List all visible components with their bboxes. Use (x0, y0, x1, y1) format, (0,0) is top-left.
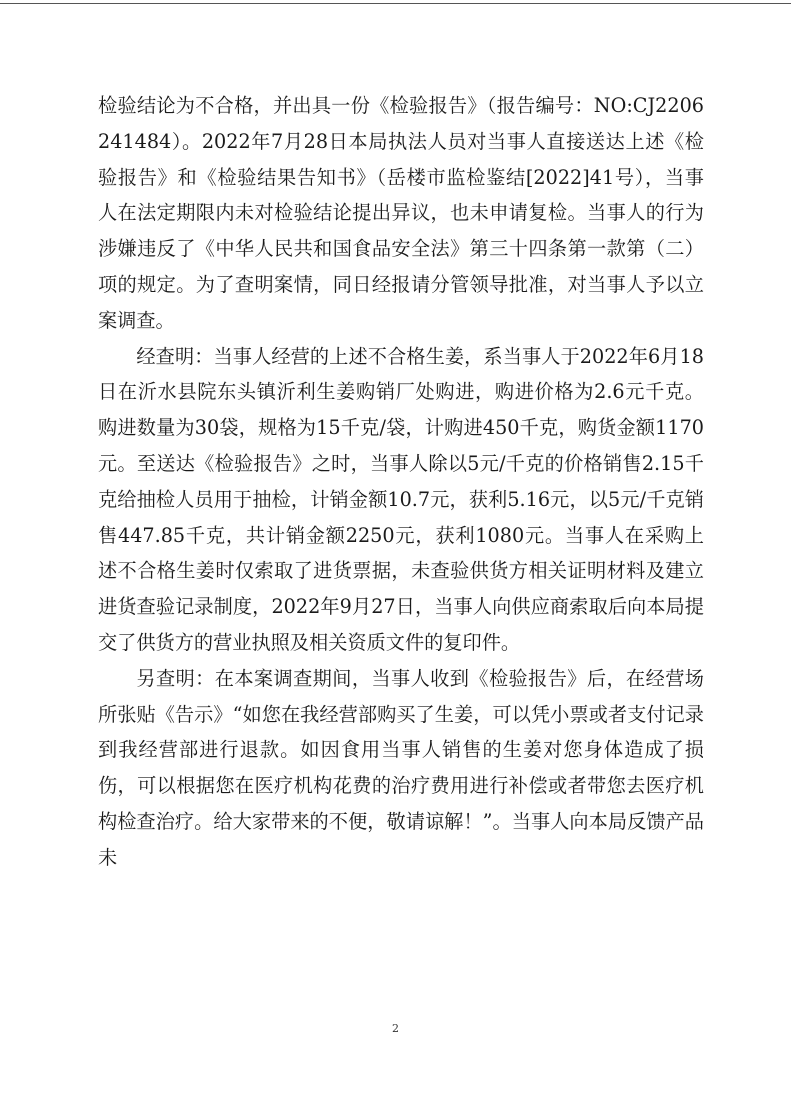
document-body (98, 88, 704, 876)
paragraph-investigation: 经查明：当事人经营的上述不合格生姜，系当事人于2022年6月18日在沂水县院东头镇沂利生姜购销厂处购进，购进价格为2.6元千克。购进数量为30袋，规格为15千克/袋，计购进450千克，购货金额1170元。至送达《检验报告》之时，当事人除以5元/千克的价格销售2.15千克给抽检人员用于抽检，计销金额10.7元，获利5.16元，以5元/千克销售447.85千克，共计销金额2250元，获利1080元。当事人在采购上述不合格生姜时仅索取了进货票据，未查验供货方相关证明材料及建立进货查验记录制度，2022年9月27日，当事人向供应商索取后向本局提交了供货方的营业执照及相关资质文件的复印件。 (98, 344, 704, 654)
top-border-line (0, 3, 791, 4)
paragraph-continuation: 检验结论为不合格，并出具一份《检验报告》（报告编号：NO:CJ2206241484）。2022年7月28日本局执法人员对当事人直接送达上述《检验报告》和《检验结果告知书》（岳楼市监检鉴结[2022]41号），当事人在法定期限内未对检验结论提出异议，也未申请复检。当事人的行为涉嫌违反了《中华人民共和国食品安全法》第三十四条第一款第（二）项的规定。为了查明案情，同日经报请分管领导批准，对当事人予以立案调查。 (98, 94, 704, 332)
paragraph-further-findings: 另查明：在本案调查期间，当事人收到《检验报告》后，在经营场所张贴《告示》“如您在我经营部购买了生姜，可以凭小票或者支付记录到我经营部进行退款。如因食用当事人销售的生姜对您身体造成了损伤，可以根据您在医疗机构花费的治疗费用进行补偿或者带您去医疗机构检查治疗。给大家带来的不便，敬请谅解！”。当事人向本局反馈产品未 (98, 666, 704, 869)
page-number: 2 (392, 1022, 399, 1035)
